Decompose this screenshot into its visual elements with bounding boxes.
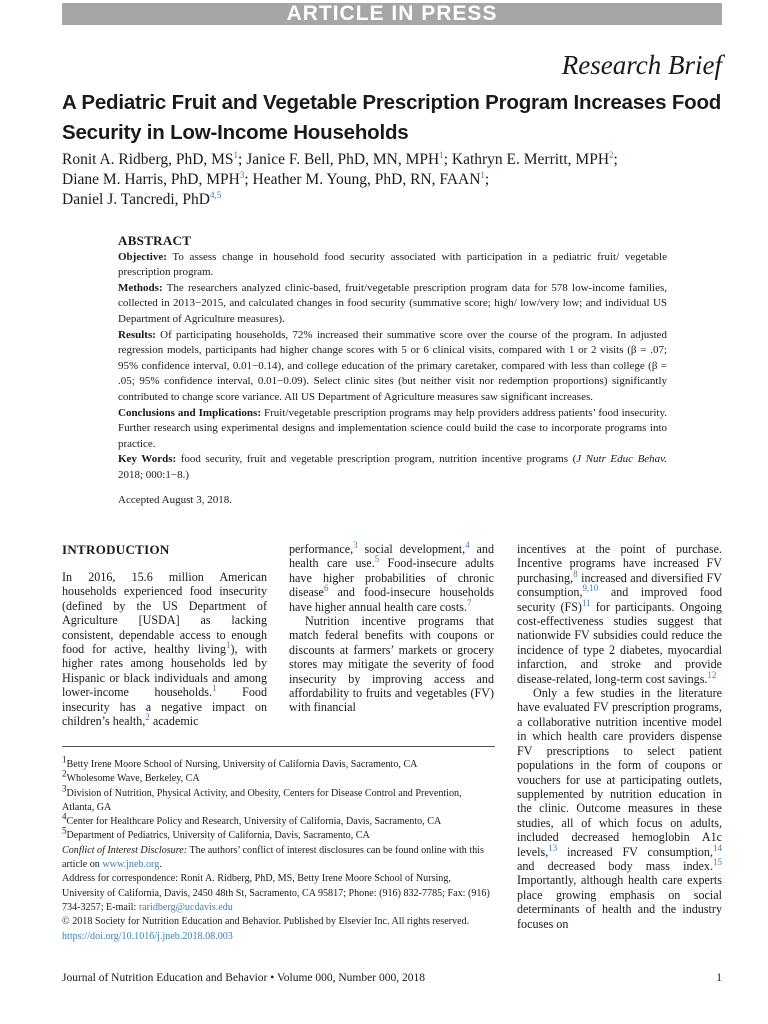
label: Conflict of Interest Disclosure: (62, 844, 188, 856)
author[interactable]: Heather M. Young, PhD, RN, FAAN (252, 171, 481, 188)
accepted-date: Accepted August 3, 2018. (118, 493, 232, 506)
citation-ref[interactable]: 2 (145, 712, 150, 723)
abstract-conclusions (118, 406, 667, 453)
citation-ref[interactable]: 15 (713, 856, 722, 867)
citation: J Nutr Educ Behav. (576, 453, 668, 466)
text: . (159, 859, 162, 871)
text: academic (149, 714, 199, 729)
text: performance, (289, 542, 354, 556)
text: The authors’ conflict of interest disclosures can be found online with this article on (62, 844, 484, 871)
text: for participants. Ongoing cost-effectiveness studies suggest that nationwide FV subsidies could reduce the incidence of type 2 diabetes, myocardial infarction, and stroke and provide disease-related, long-term cost savings. (517, 599, 722, 686)
author[interactable]: Janice F. Bell, PhD, MN, MPH (246, 151, 440, 168)
affiliation-text: Wholesome Wave, Berkeley, CA (66, 773, 200, 785)
abstract-results (118, 328, 667, 406)
footnotes (62, 754, 495, 944)
text: increased FV consumption, (557, 844, 713, 859)
abstract (118, 233, 667, 508)
affiliation (62, 783, 495, 816)
journal-link[interactable]: www.jneb.org (102, 859, 160, 871)
column-3 (517, 542, 722, 931)
text: Only a few studies in the literature have evaluated FV prescription programs, a collaborative nutrition incentive model in which health care providers dispense FV prescriptions to select patient populations in the form of coupons or vouchers for use at participating outlets, supplemented by nutrition education in the clinic. Outcome measures in these studies, all of which focus on adults, included decreased hemoglobin A1c levels, (517, 686, 722, 859)
text: Of participating households, 72% increased their summative score over the course of the program. In adjusted regression models, participants had higher change scores with 5 or 6 clinical visits, compared with 1 or 2 visits (β = .07; 95% confidence interval, 0.01−0.14), and college education of the primary caretaker, compared with less than college (β = .05; 95% confidence interval, 0.01−0.09). Select clinic sites (but neither visit nor redemption proportions) significantly contributed to change score variance. All US Department of Agriculture measures saw significant increases. (118, 328, 668, 403)
footnote-divider (62, 746, 495, 747)
affiliation-text: Department of Pediatrics, University of California, Davis, Sacramento, CA (66, 830, 370, 842)
text: and improved food security (FS) (517, 585, 722, 614)
affiliation (62, 811, 495, 829)
article-in-press-banner: ARTICLE IN PRESS (62, 3, 722, 25)
text: social development, (357, 542, 466, 556)
author[interactable]: Diane M. Harris, PhD, MPH (62, 171, 240, 188)
doi-link[interactable]: https://doi.org/10.1016/j.jneb.2018.08.003 (62, 930, 233, 942)
abstract-methods (118, 281, 667, 328)
citation-ref[interactable]: 11 (581, 597, 591, 608)
abstract-objective (118, 250, 667, 281)
paragraph (289, 539, 494, 614)
author[interactable]: Daniel J. Tancredi, PhD (62, 191, 210, 208)
text: food security, fruit and vegetable prescription program, nutrition incentive programs ( (180, 453, 577, 466)
text: Food insecurity has a negative impact on children’s health, (62, 685, 267, 729)
affiliation-number: 5 (62, 826, 67, 837)
paragraph (517, 542, 722, 686)
page-footer (62, 972, 722, 984)
separator: ; (244, 171, 253, 188)
paragraph (62, 570, 267, 728)
citation-ref[interactable]: 5 (374, 554, 380, 565)
text: and food-insecure households have higher annual health care costs. (289, 585, 494, 614)
email-link[interactable]: raridberg@ucdavis.edu (138, 901, 233, 913)
text: 2018; 000:1−8.) (118, 468, 189, 481)
citation-ref[interactable]: 9,10 (582, 583, 599, 594)
abstract-keywords (118, 452, 667, 483)
column-1 (62, 570, 267, 728)
page-number: 1 (716, 972, 722, 984)
author[interactable]: Ronit A. Ridberg, PhD, MS (62, 151, 234, 168)
text: and health care use. (289, 542, 494, 571)
text: incentives at the point of purchase. Incentive programs have increased FV purchasing, (517, 542, 722, 585)
citation-ref[interactable]: 8 (573, 568, 578, 579)
affiliation-number: 1 (62, 754, 67, 765)
label: Methods: (118, 281, 163, 294)
text: and decreased body mass index. (517, 858, 713, 873)
introduction-heading: INTRODUCTION (62, 542, 170, 557)
text: Importantly, although health care experts place growing emphasis on social determinants of health and the industry focuses on (517, 873, 722, 931)
paragraph (517, 686, 722, 931)
journal-name: Journal of Nutrition Education and Behavior (62, 972, 268, 984)
separator: ; (484, 171, 490, 188)
affiliation-text: Betty Irene Moore School of Nursing, University of California Davis, Sacramento, CA (66, 759, 418, 770)
affiliation-number: 3 (62, 783, 67, 794)
text: The researchers analyzed clinic-based, fruit/vegetable prescription program data for 578 low-income families, collected in 2013−2015, and calculated changes in food security (summative score; high/ low/very low; and individual US Department of Agriculture measures). (118, 281, 667, 325)
bullet: • (270, 972, 275, 984)
citation-ref[interactable]: 13 (548, 842, 558, 853)
text: increased and diversified FV consumption, (517, 570, 722, 600)
author-list (62, 150, 722, 210)
conflict-of-interest (62, 844, 495, 873)
volume-info: Volume 000, Number 000, 2018 (276, 972, 425, 984)
label: Objective: (118, 250, 167, 263)
label: Key Words: (118, 453, 177, 466)
affiliation-ref[interactable]: 1 (439, 149, 444, 160)
column-2 (289, 539, 494, 715)
citation-ref[interactable]: 3 (353, 539, 358, 550)
text: In 2016, 15.6 million American households experienced food insecurity (defined by the US Department of Agriculture [USDA] as lacking consistent, dependable access to enough food for active, healthy living (62, 570, 267, 657)
paragraph: Nutrition incentive programs that match federal benefits with coupons or discounts at farmers’ markets or grocery stores may mitigate the severity of food insecurity by improving access and affordability to fruits and vegetables (FV) with financial (289, 614, 494, 715)
article-title: A Pediatric Fruit and Vegetable Prescription Program Increases Food Security in Low-Income Households (62, 91, 722, 144)
affiliation-text: Division of Nutrition, Physical Activity, and Obesity, Centers for Disease Control and Prevention, Atlanta, GA (62, 787, 462, 813)
text: ), with higher rates among households led by Hispanic or black individuals and among lower-income households. (62, 642, 267, 700)
affiliation-ref[interactable]: 1 (233, 149, 239, 160)
affiliation-number: 2 (62, 768, 67, 779)
separator: ; (443, 151, 452, 168)
citation-ref[interactable]: 7 (466, 597, 472, 608)
separator: ; (613, 151, 618, 168)
citation-ref[interactable]: 1 (212, 683, 217, 694)
correspondence (62, 872, 495, 915)
text: Address for correspondence: Ronit A. Ridberg, PhD, MS, Betty Irene Moore School of Nursing, University of California, Davis, 2450 48th St, Sacramento, CA 95817; Phone: (916) 832-7785; Fax: (916) 734-3257; E-mail: (62, 873, 490, 913)
text: To assess change in household food security associated with participation in a pediatric fruit/ vegetable prescription program. (118, 250, 667, 279)
affiliation-ref[interactable]: 3 (239, 169, 245, 180)
abstract-heading: ABSTRACT (118, 233, 192, 248)
citation-ref[interactable]: 6 (323, 583, 329, 594)
affiliation-ref[interactable]: 4,5 (210, 189, 222, 200)
affiliation (62, 768, 495, 786)
label: Results: (118, 328, 156, 341)
citation-ref[interactable]: 12 (707, 669, 717, 680)
affiliation (62, 754, 495, 772)
affiliation-number: 4 (62, 811, 67, 822)
text: Food-insecure adults have higher probabilities of chronic disease (289, 556, 494, 600)
affiliation-text: Center for Healthcare Policy and Research, University of California, Davis, Sacramento, CA (66, 816, 442, 828)
affiliation-ref[interactable]: 1 (480, 169, 485, 180)
label: Conclusions and Implications: (118, 406, 261, 419)
affiliation-ref[interactable]: 2 (609, 149, 614, 160)
citation-ref[interactable]: 4 (465, 539, 470, 550)
section-label: Research Brief (561, 50, 722, 80)
doi (62, 930, 495, 944)
citation-ref[interactable]: 14 (713, 842, 722, 853)
text: Fruit/vegetable prescription programs may help providers address patients’ food insecurity. Further research using experimental designs and implementation science could build the case to incorporate programs into practice. (118, 406, 667, 450)
citation-ref[interactable]: 1 (225, 640, 231, 650)
affiliation (62, 826, 495, 843)
author[interactable]: Kathryn E. Merritt, MPH (451, 151, 610, 168)
copyright: © 2018 Society for Nutrition Education and Behavior. Published by Elsevier Inc. All rights reserved. (62, 916, 470, 928)
separator: ; (238, 151, 247, 168)
